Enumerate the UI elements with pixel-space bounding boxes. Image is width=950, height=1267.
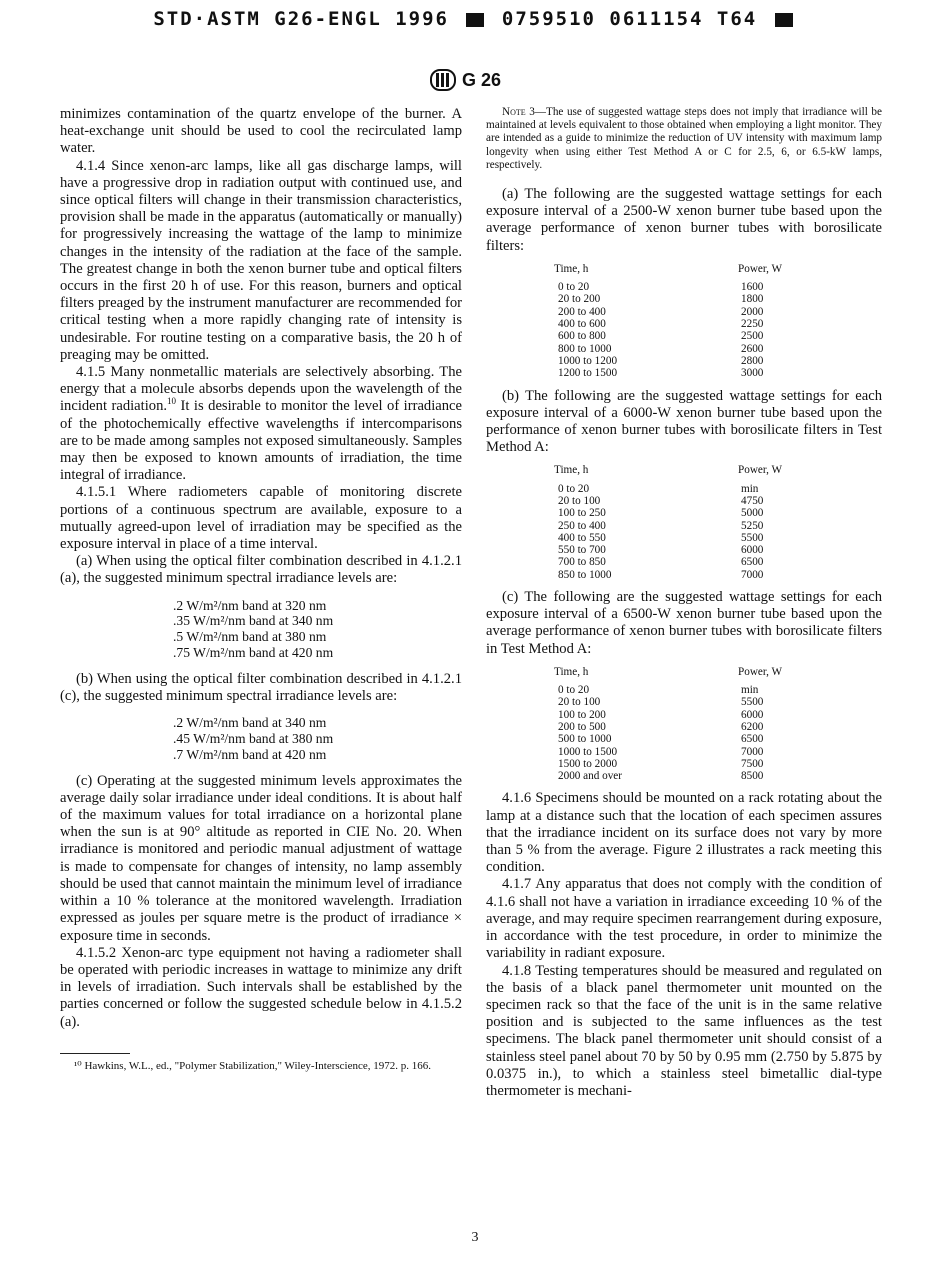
table-row: 600 to 800 2500 [558, 330, 764, 343]
header-code-left: STD·ASTM G26-ENGL 1996 [153, 8, 449, 30]
wattage-table-2500w [554, 263, 821, 380]
table-row: 1200 to 1500 3000 [558, 367, 764, 380]
table-header: Power, W [738, 665, 783, 678]
paragraph-a: (a) When using the optical filter combination described in 4.1.2.1 (a), the suggested minimum spectral irradiance levels are: [60, 553, 462, 587]
table-header: Time, h [554, 464, 589, 477]
paragraph-4-1-4: 4.1.4 Since xenon-arc lamps, like all gas discharge lamps, will have a progressive drop in radiation output with continued use, and since optical filters will change in their transmission characteristics, provision shall be made in the apparatus (automatically or manually) for progressively increasing the wattage of the lamp to minimize changes in the intensity of the radiation at the face of the sample. The greatest change in both the xenon burner tube and optical filters occurs in the first 20 h of use. For this reason, burners and optical filters preaged by the instrument manufacturer are recommended for critical testing when a more rapidly changing rate of intensity is undesirable. For routine testing on a comparative basis, the 20 h of preaging may be omitted. [60, 157, 462, 363]
astm-emblem-icon [430, 68, 456, 92]
table-row: 250 to 400 5250 [558, 519, 764, 532]
table-row: 2000 and over 8500 [558, 770, 764, 783]
list-item: .35 W/m²/nm band at 340 nm [173, 613, 334, 629]
irradiance-list-a [173, 598, 462, 661]
table-row: 0 to 20 min [558, 482, 759, 495]
paragraph-a-2500w: (a) The following are the suggested wattage settings for each exposure interval of a 2500-W xenon burner tube based upon the average performance of xenon burner tubes with borosilicate filters: [486, 186, 882, 254]
header-block-mark [466, 13, 484, 27]
table-header: Time, h [554, 665, 589, 678]
table-header: Power, W [738, 464, 783, 477]
footnote-divider [60, 1053, 130, 1054]
table-row: 0 to 20 min [558, 684, 759, 697]
footnote: ¹⁰ Hawkins, W.L., ed., "Polymer Stabilization," Wiley-Interscience, 1972. p. 166. [74, 1059, 431, 1072]
note-label: Note 3 [502, 106, 535, 118]
wattage-table-6500w [554, 666, 821, 783]
list-item: .45 W/m²/nm band at 380 nm [173, 731, 334, 747]
table-row: 1000 to 1500 7000 [558, 745, 764, 758]
table-row: 400 to 550 5500 [558, 531, 764, 544]
table-row: 100 to 200 6000 [558, 708, 764, 721]
wattage-table-6000w [554, 464, 821, 581]
paragraph-c: (c) Operating at the suggested minimum levels approximates the average daily solar irradiance under ideal conditions. It is about half of the maximum values for total irradiance on a horizontal plane when the sun is at 90° altitude as reported in CIE No. 20. When irradiance is monitored and periodic manual adjustment of wattage is made to compensate for changes of intensity, no lamp assembly should be used that cannot maintain the minimum level of irradiance within a 10 % tolerance at the monitored wavelength. Irradiation expressed as joules per square metre is the product of irradiance × exposure time in seconds. [60, 772, 462, 944]
list-item: .2 W/m²/nm band at 340 nm [173, 715, 327, 731]
table-row: 700 to 850 6500 [558, 556, 764, 569]
list-item: .2 W/m²/nm band at 320 nm [173, 597, 327, 613]
irradiance-list-b [173, 715, 462, 762]
table-row: 100 to 250 5000 [558, 507, 764, 520]
left-column [60, 106, 462, 1073]
astm-logo [430, 68, 501, 92]
standard-designation: G 26 [462, 69, 502, 90]
table-row: 400 to 600 2250 [558, 318, 764, 331]
document-header-code [0, 8, 950, 30]
note-3: Note 3—The use of suggested wattage steps does not imply that irradiance will be maintained at levels equivalent to those obtained when employing a light monitor. They are intended as a guide to minimize the reduction of UV intensity with maximum lamp longevity when using either Test Method A or C for 2.5, 6, or 6.5-kW lamps, respectively. [486, 106, 882, 171]
paragraph-4-1-5: 4.1.5 Many nonmetallic materials are selectively absorbing. The energy that a molecule absorbs depends upon the wavelength of the incident radiation.$^{10}$ It is desirable to monitor the level of irradiance of the photochemically effective wavelengths if intercomparisons are to be made among samples not exposed simultaneously. Samples may then be exposed to known amounts of irradiation, the time integral of irradiance. [60, 364, 462, 484]
paragraph-4-1-5-2: 4.1.5.2 Xenon-arc type equipment not having a radiometer shall be operated with periodic increases in wattage to minimize any drift in levels of irradiation. Such intervals shall be established by the parties concerned or follow the suggested schedule below in 4.1.5.2 (a). [60, 944, 462, 1030]
table-row: 200 to 400 2000 [558, 305, 764, 318]
table-row: 20 to 100 5500 [558, 696, 764, 709]
table-header: Time, h [554, 262, 589, 275]
table-row: 1500 to 2000 7500 [558, 757, 764, 770]
paragraph-b-6000w: (b) The following are the suggested wattage settings for each exposure interval of a 6000-W xenon burner tube based upon the performance of xenon burner tubes with borosilicate filters in Test Method A: [486, 387, 882, 456]
table-row: 550 to 700 6000 [558, 544, 764, 557]
table-row: 800 to 1000 2600 [558, 342, 764, 355]
table-row: 20 to 100 4750 [558, 494, 764, 507]
table-row: 200 to 500 6200 [558, 720, 764, 733]
paragraph-b: (b) When using the optical filter combination described in 4.1.2.1 (c), the suggested minimum spectral irradiance levels are: [60, 670, 462, 705]
paragraph-4-1-5-1: 4.1.5.1 Where radiometers capable of monitoring discrete portions of a continuous spectrum are available, exposure to a mutually agreed-upon level of irradiation may be specified as the exposure interval in place of a time interval. [60, 484, 462, 553]
page-number: 3 [471, 1230, 479, 1245]
table-row: 500 to 1000 6500 [558, 733, 764, 746]
paragraph-4-1-7: 4.1.7 Any apparatus that does not comply with the condition of 4.1.6 shall not have a variation in irradiance exceeding 10 % of the average, and may require specimen rearrangement during exposure, in accordance with the test procedure, in order to minimize the variability in radiant exposure. [486, 876, 882, 962]
header-code-right: 0759510 0611154 T64 [501, 8, 758, 30]
header-block-mark [775, 13, 793, 27]
table-row: 0 to 20 1600 [558, 281, 764, 294]
list-item: .5 W/m²/nm band at 380 nm [173, 629, 327, 645]
table-row: 1000 to 1200 2800 [558, 354, 764, 367]
footnote-ref: 10 [167, 396, 177, 407]
right-column [486, 106, 882, 1100]
list-item: .7 W/m²/nm band at 420 nm [173, 746, 327, 762]
table-row: 20 to 200 1800 [558, 293, 764, 306]
paragraph-4-1-6: 4.1.6 Specimens should be mounted on a rack rotating about the lamp at a distance such that the location of each specimen assures that the irradiance incident on its surface does not vary by more than 5 % from the average. Figure 2 illustrates a rack meeting this condition. [486, 790, 882, 876]
table-header: Power, W [738, 262, 783, 275]
paragraph: minimizes contamination of the quartz envelope of the burner. A heat-exchange unit should be used to cool the recirculated lamp water. [60, 106, 462, 157]
list-item: .75 W/m²/nm band at 420 nm [173, 645, 334, 661]
table-row: 850 to 1000 7000 [558, 568, 764, 581]
paragraph-4-1-8: 4.1.8 Testing temperatures should be measured and regulated on the basis of a black panel thermometer unit mounted on the specimen rack so that the face of the unit is in the same relative position and is subjected to the same influences as the test specimens. The black panel thermometer unit should consist of a stainless steel panel about 70 by 50 by 0.95 mm (2.750 by 5.875 by 0.0375 in.), to which a stainless steel bimetallic dial-type thermometer is mechani- [486, 962, 882, 1099]
paragraph-c-6500w: (c) The following are the suggested wattage settings for each exposure interval of a 6500-W xenon burner tube based upon the average performance of xenon burner tubes with borosilicate filters in Test Method A: [486, 588, 882, 657]
